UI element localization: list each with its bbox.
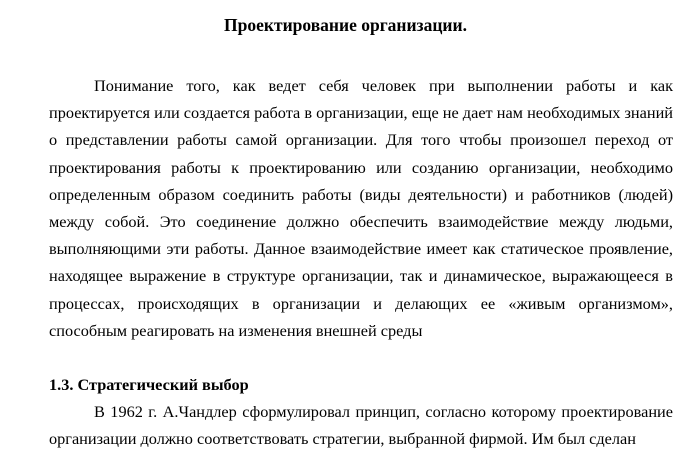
section-heading: 1.3. Стратегический выбор <box>49 375 249 394</box>
body-paragraph-2: В 1962 г. А.Чандлер сформулировал принцип, согласно которому проектирование организации должно соответствовать стратегии, выбранной фирмой. Им был сделан <box>49 402 673 449</box>
page-title: Проектирование организации. <box>224 15 467 35</box>
body-paragraph-1: Понимание того, как ведет себя человек при выполнении работы и как проектируется или создается работа в организации, еще не дает нам необходимых знаний о представлении работы самой организации. Для того чтобы произошел переход от проектирования работы к проектированию или созданию организации, необходимо определенным образом соединить работы (виды деятельности) и работников (людей) между собой. Это соединение должно обеспечить взаимодействие между людьми, выполняющими эти работы. Данное взаимодействие имеет как статическое проявление, находящее выражение в структуре организации, так и динамическое, выражающееся в процессах, происходящих в организации и делающих ее «живым организмом», способным реагировать на изменения внешней среды <box>49 76 673 340</box>
